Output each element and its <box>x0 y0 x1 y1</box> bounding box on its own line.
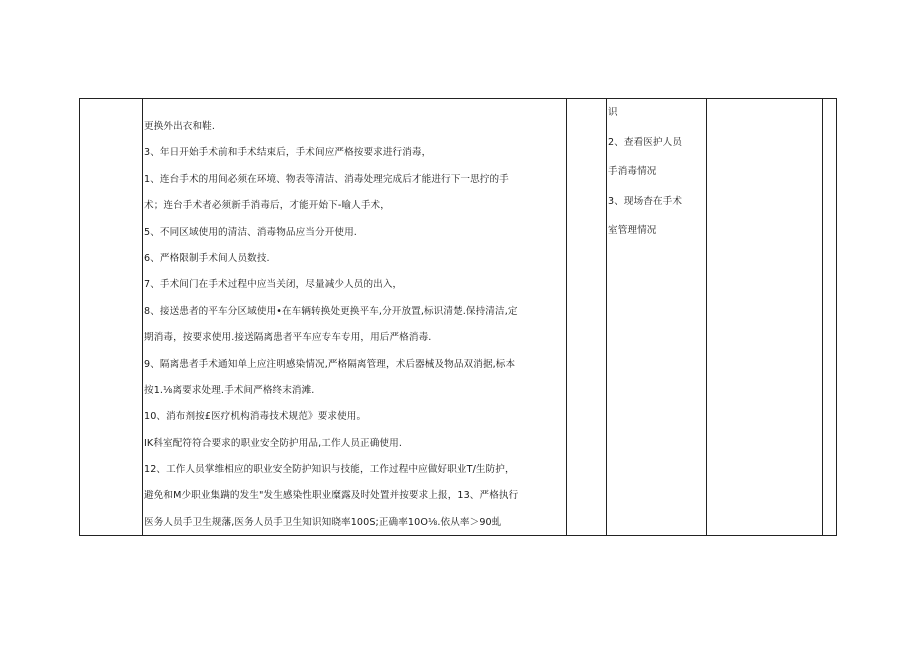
check-method-line: 室管理情况 <box>608 225 657 236</box>
column-divider <box>706 99 707 535</box>
column-divider <box>566 99 567 535</box>
column-divider <box>822 99 823 535</box>
check-method-line: 识 <box>608 107 618 118</box>
check-method-line: 3、现场杳在手术 <box>608 195 683 207</box>
requirement-line: 3、年日开始手术前和手术结束后，手术间应严格按要求进行消毒， <box>144 147 432 159</box>
requirement-line: 1、连台手术的用间必须在环境、物表等清洁、消毒处理完成后才能进行下一思拧的手 <box>144 173 509 185</box>
requirement-line: 12、工作人员掌维相应的职业安全防护知识与技能，工作过程中应做好职业T/生防护， <box>144 464 515 476</box>
requirement-line: 更换外出衣和鞋. <box>144 121 216 132</box>
check-method-line: 2、查看医护人员 <box>608 136 683 148</box>
requirement-line: 5、不同区域使用的清洁、消毒物品应当分开使用. <box>144 226 357 238</box>
check-methods-cell <box>606 99 706 535</box>
requirement-line: 医务人员手卫生规藩,医务人员手卫生知识知晓率100S;正确率10O⅛.依从率＞90虬 <box>144 516 502 528</box>
requirement-line: 按1.⅛离要求处理.手术间严格终末消滩. <box>144 384 315 396</box>
requirement-line: IK科室配符符合要求的职业安全防护用品,工作人员正确使用. <box>144 437 402 449</box>
requirement-line: 9、隔离患者手术通知单上应注明感染情况,严格隔离管理，术后器械及物品双消据,标本 <box>144 358 516 370</box>
requirement-line: 10、消布剂按£医疗机构消毒技术规范》要求使用。 <box>144 411 367 423</box>
requirement-line: 8、接送患者的平车分区域使用•在车辆转换处更换平车,分开放置,标识清楚.保持清洁,定 <box>144 305 518 317</box>
standards-table <box>79 98 837 536</box>
requirement-line: 避免和M少职业集蹒的发生"发生感染性职业糜露及时处置并按要求上报，13、严格执行 <box>144 490 519 502</box>
requirement-line: 7、手术间门在手术过程中应当关闭，尽量减少人员的出入， <box>144 279 403 291</box>
requirement-line: 期消毒，按要求使用.接送隔离患者平车应专车专用，用后严格消毒. <box>144 332 432 344</box>
requirement-line: 6、严格限制手术间人员数技. <box>144 252 270 264</box>
check-method-line: 手消毒情况 <box>608 166 657 177</box>
requirements-cell <box>142 99 566 535</box>
requirement-line: 术；连台手术者必须新手消毒后，才能开始下-喻人手术， <box>144 200 390 212</box>
